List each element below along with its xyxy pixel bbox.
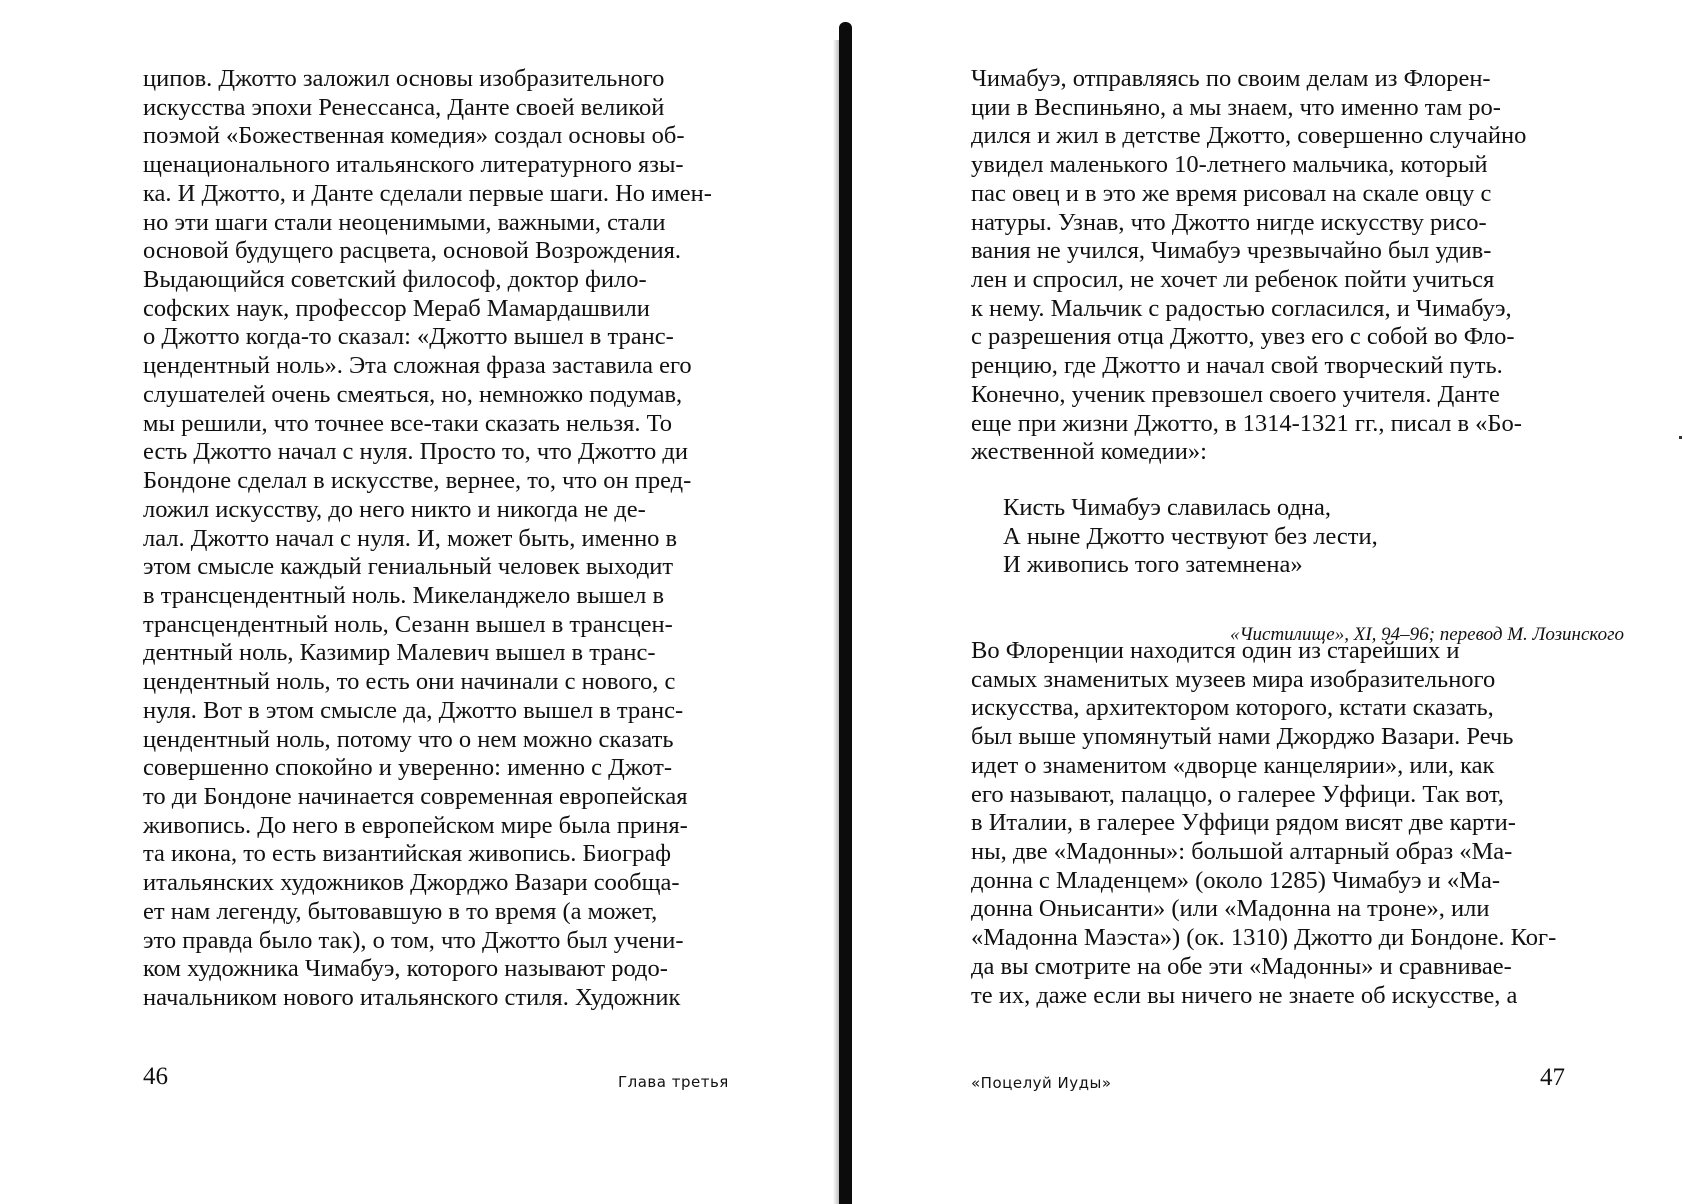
text-line: пас овец и в это же время рисовал на скале овцу с bbox=[971, 179, 1492, 207]
page-number-right: 47 bbox=[1540, 1064, 1565, 1091]
text-line: ет нам легенду, бытовавшую в то время (а может, bbox=[143, 897, 658, 925]
text-line: нуля. Вот в этом смысле да, Джотто вышел в транс- bbox=[143, 696, 684, 724]
text-line: искусства эпохи Ренессанса, Данте своей великой bbox=[143, 93, 665, 121]
text-line: увидел маленького 10-летнего мальчика, который bbox=[971, 151, 1488, 179]
running-head-right: «Поцелуй Иуды» bbox=[971, 1074, 1112, 1092]
text-line: донна с Младенцем» (около 1285) Чимабуэ и «Ма- bbox=[971, 866, 1500, 894]
text-line: мы решили, что точнее все-таки сказать нельзя. То bbox=[143, 409, 672, 437]
text-line: донна Оньисанти» (или «Мадонна на троне», или bbox=[971, 895, 1490, 923]
text-line: ка. И Джотто, и Данте сделали первые шаги. Но имен- bbox=[143, 179, 712, 207]
text-line: трансцендентный ноль, Сезанн вышел в трансцен- bbox=[143, 610, 673, 638]
text-line: те их, даже если вы ничего не знаете об искусстве, а bbox=[971, 981, 1518, 1009]
text-line: ренцию, где Джотто и начал свой творческий путь. bbox=[971, 352, 1503, 380]
text-line: основой будущего расцвета, основой Возрождения. bbox=[143, 237, 682, 265]
text-line: то ди Бондоне начинается современная европейская bbox=[143, 783, 688, 810]
text-line: итальянских художников Джорджо Вазари сообща- bbox=[143, 869, 680, 897]
text-line: Выдающийся советский философ, доктор фило- bbox=[143, 266, 647, 294]
text-line: жественной комедии»: bbox=[971, 438, 1207, 466]
text-line: есть Джотто начал с нуля. Просто то, что Джотто ди bbox=[143, 438, 688, 466]
text-line: Бондоне сделал в искусстве, вернее, то, что он пред- bbox=[143, 467, 692, 495]
text-line: ком художника Чимабуэ, которого называют родо- bbox=[143, 955, 668, 983]
text-line: в трансцендентный ноль. Микеланджело вышел в bbox=[143, 581, 665, 609]
text-line: щенационального итальянского литературного язы- bbox=[143, 151, 684, 179]
text-line: дился и жил в детстве Джотто, совершенно случайно bbox=[971, 122, 1527, 150]
text-line: ны, две «Мадонны»: большой алтарный образ «Ма- bbox=[971, 838, 1513, 866]
text-line: натуры. Узнав, что Джотто нигде искусству рисо- bbox=[971, 208, 1487, 236]
text-line: лен и спросил, не хочет ли ребенок пойти учиться bbox=[971, 266, 1495, 294]
text-line: это правда было так), о том, что Джотто был учени- bbox=[143, 926, 684, 954]
text-line: начальником нового итальянского стиля. Художник bbox=[143, 984, 681, 1012]
text-line: его называют, палаццо, о галерее Уффици. Так вот, bbox=[971, 780, 1504, 808]
text-line: та икона, то есть византийская живопись. Биограф bbox=[143, 840, 672, 868]
text-line: цендентный ноль, потому что о нем можно сказать bbox=[143, 725, 674, 753]
text-line: поэмой «Божественная комедия» создал основы об- bbox=[143, 122, 685, 150]
text-line: Во Флоренции находится один из старейших и bbox=[971, 637, 1460, 664]
text-line: искусства, архитектором которого, кстати сказать, bbox=[971, 694, 1494, 722]
text-line: лал. Джотто начал с нуля. И, может быть, именно в bbox=[143, 524, 678, 552]
text-line: Чимабуэ, отправляясь по своим делам из Флорен- bbox=[971, 65, 1491, 92]
text-line: этом смысле каждый гениальный человек выходит bbox=[143, 553, 674, 581]
text-line: вания не учился, Чимабуэ чрезвычайно был удив- bbox=[971, 237, 1492, 265]
text-line: цендентный ноль». Эта сложная фраза заставила его bbox=[143, 352, 692, 380]
running-head-left: Глава третья bbox=[618, 1073, 729, 1091]
text-line: самых знаменитых музеев мира изобразительного bbox=[971, 665, 1496, 693]
book-gutter bbox=[839, 22, 852, 1204]
page-number-left: 46 bbox=[143, 1063, 168, 1090]
text-line: к нему. Мальчик с радостью согласился, и Чимабуэ, bbox=[971, 294, 1512, 322]
text-line: слушателей очень смеяться, но, немножко подумав, bbox=[143, 380, 683, 408]
text-line: о Джотто когда-то сказал: «Джотто вышел в транс- bbox=[143, 323, 674, 351]
text-line: но эти шаги стали неоценимыми, важными, стали bbox=[143, 208, 666, 236]
text-line: живопись. До него в европейском мире была приня- bbox=[143, 811, 688, 839]
text-line: цендентный ноль, то есть они начинали с нового, с bbox=[143, 668, 676, 696]
text-line: был выше упомянутый нами Джорджо Вазари. Речь bbox=[971, 723, 1514, 751]
text-line: идет о знаменитом «дворце канцелярии», или, как bbox=[971, 751, 1495, 779]
poem-citation: «Чистилище», XI, 94–96; перевод М. Лозинского bbox=[1229, 624, 1624, 645]
poem-line: Кисть Чимабуэ славилась одна, bbox=[1003, 494, 1332, 521]
poem-line: А ныне Джотто чествуют без лести, bbox=[1003, 522, 1378, 550]
text-line: ципов. Джотто заложил основы изобразительного bbox=[143, 65, 665, 92]
text-line: в Италии, в галерее Уффици рядом висят две карти- bbox=[971, 809, 1516, 837]
text-line: дентный ноль, Казимир Малевич вышел в транс- bbox=[143, 639, 656, 667]
text-line: совершенно спокойно и уверенно: именно с Джот- bbox=[143, 754, 672, 782]
poem-line: И живопись того затемнена» bbox=[1003, 551, 1303, 579]
text-line: с разрешения отца Джотто, увез его с собой во Фло- bbox=[971, 323, 1515, 351]
text-line: софских наук, профессор Мераб Мамардашвили bbox=[143, 294, 650, 322]
right-page bbox=[852, 0, 1683, 1204]
text-line: ции в Веспиньяно, а мы знаем, что именно там ро- bbox=[971, 93, 1501, 121]
text-line: «Мадонна Маэста») (ок. 1310) Джотто ди Бондоне. Ког- bbox=[971, 924, 1557, 952]
text-line: Конечно, ученик превзошел своего учителя. Данте bbox=[971, 380, 1500, 408]
text-line: ложил искусству, до него никто и никогда не де- bbox=[143, 495, 646, 523]
text-line: да вы смотрите на обе эти «Мадонны» и сравнивае- bbox=[971, 952, 1512, 980]
text-line: еще при жизни Джотто, в 1314-1321 гг., писал в «Бо- bbox=[971, 409, 1522, 437]
left-page bbox=[0, 0, 839, 1204]
